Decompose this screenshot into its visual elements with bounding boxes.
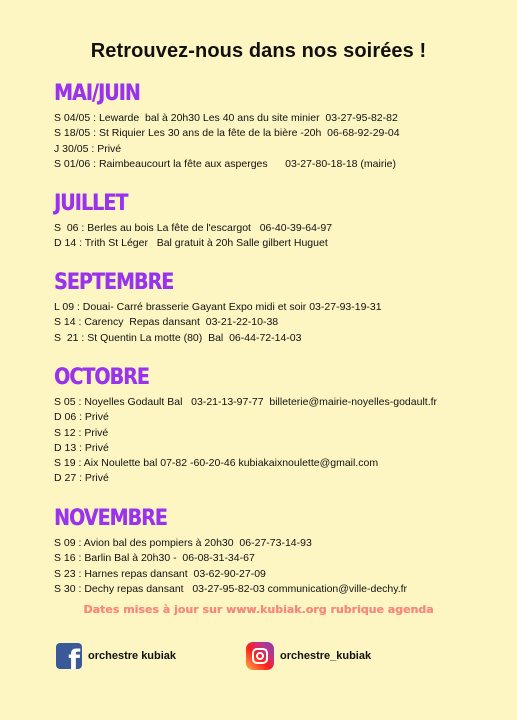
event-entry: S 05 : Noyelles Godault Bal 03-21-13-97-77 billeterie@mairie-noyelles-godault.fr bbox=[54, 396, 438, 408]
event-entry: D 13 : Privé bbox=[54, 441, 109, 454]
instagram-label[interactable]: orchestre_kubiak bbox=[280, 650, 372, 662]
event-entry: J 30/05 : Privé bbox=[54, 142, 122, 155]
section-title: JUILLET bbox=[54, 191, 128, 216]
section-title: MAI/JUIN bbox=[54, 81, 140, 106]
event-entry: S 04/05 : Lewarde bal à 20h30 Les 40 ans du site minier 03-27-95-82-82 bbox=[54, 112, 398, 124]
event-list bbox=[54, 395, 504, 487]
event-entry: D 27 : Privé bbox=[54, 472, 109, 485]
section-juillet bbox=[54, 190, 504, 252]
instagram-link[interactable] bbox=[246, 642, 371, 670]
event-entry: S 09 : Avion bal des pompiers à 20h30 06-27-73-14-93 bbox=[54, 537, 312, 549]
section-septembre bbox=[54, 269, 504, 346]
facebook-label[interactable]: orchestre kubiak bbox=[88, 650, 177, 662]
event-entry: S 06 : Berles au bois La fête de l'escargot 06-40-39-64-97 bbox=[54, 222, 333, 234]
event-entry: L 09 : Douai- Carré brasserie Gayant Expo midi et soir 03-27-93-19-31 bbox=[54, 301, 382, 313]
event-list bbox=[54, 221, 504, 252]
section-title: NOVEMBRE bbox=[54, 506, 167, 531]
event-list bbox=[54, 300, 504, 346]
facebook-icon[interactable]: f bbox=[56, 643, 82, 669]
event-entry: S 12 : Privé bbox=[54, 426, 109, 439]
event-entry: S 18/05 : St Riquier Les 30 ans de la fête de la bière -20h 06-68-92-29-04 bbox=[54, 127, 400, 140]
event-entry: D 06 : Privé bbox=[54, 411, 109, 424]
event-entry: S 14 : Carency Repas dansant 03-21-22-10-38 bbox=[54, 316, 279, 329]
event-list bbox=[54, 111, 504, 172]
section-octobre bbox=[54, 364, 504, 487]
event-entry: D 14 : Trith St Léger Bal gratuit à 20h Salle gilbert Huguet bbox=[54, 237, 328, 250]
event-entry: S 19 : Aix Noulette bal 07-82 -60-20-46 kubiakaixnoulette@gmail.com bbox=[54, 457, 379, 470]
event-list bbox=[54, 536, 504, 597]
section-mai-juin bbox=[54, 80, 504, 172]
page-title: Retrouvez-nous dans nos soirées ! bbox=[90, 40, 427, 62]
section-title: OCTOBRE bbox=[54, 365, 149, 390]
section-title: SEPTEMBRE bbox=[54, 270, 174, 295]
event-entry: S 21 : St Quentin La motte (80) Bal 06-44-72-14-03 bbox=[54, 331, 302, 344]
event-entry: S 23 : Harnes repas dansant 03-62-90-27-09 bbox=[54, 567, 266, 580]
event-entry: S 16 : Barlin Bal à 20h30 - 06-08-31-34-67 bbox=[54, 552, 255, 565]
event-entry: S 30 : Dechy repas dansant 03-27-95-82-03 communication@ville-dechy.fr bbox=[54, 582, 408, 595]
facebook-link[interactable] bbox=[56, 642, 176, 670]
instagram-icon[interactable] bbox=[246, 642, 274, 670]
section-novembre bbox=[54, 505, 504, 597]
event-entry: S 01/06 : Raimbeaucourt la fête aux asperges 03-27-80-18-18 (mairie) bbox=[54, 157, 397, 170]
update-note: Dates mises à jour sur www.kubiak.org rubrique agenda bbox=[83, 603, 434, 616]
